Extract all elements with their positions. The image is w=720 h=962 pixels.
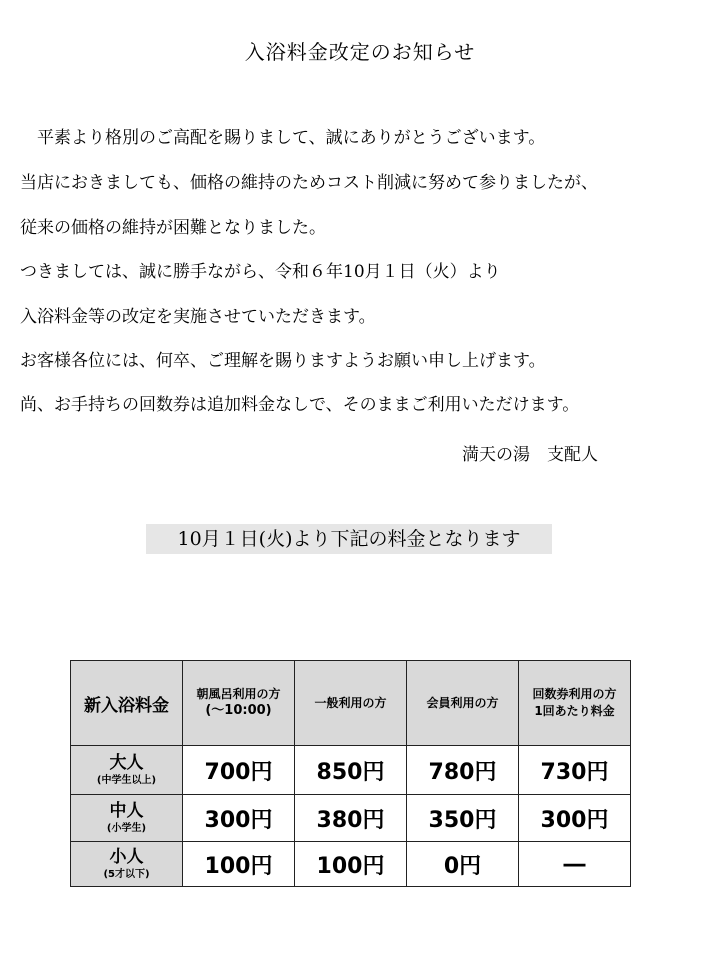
price-cell: 100円: [295, 842, 407, 887]
column-header-general: [295, 661, 407, 746]
column-header-coupon: [519, 661, 631, 746]
body-line: 尚、お手持ちの回数券は追加料金なしで、そのままご利用いただけます。: [20, 395, 580, 415]
column-header-line: 1回あたり料金: [534, 704, 615, 718]
price-cell: 300円: [183, 795, 295, 842]
column-header-member: [407, 661, 519, 746]
signature: 満天の湯 支配人: [462, 445, 598, 465]
body-line: 平素より格別のご高配を賜りまして、誠にありがとうございます。: [20, 128, 546, 148]
row-label: 小人: [109, 847, 144, 868]
body-line: 当店におきましても、価格の維持のためコスト削減に努めて参りましたが、: [20, 173, 598, 193]
row-header-middle: [71, 795, 183, 842]
page-title: 入浴料金改定のお知らせ: [244, 40, 476, 64]
table-header-row: [71, 661, 631, 746]
price-cell: 300円: [519, 795, 631, 842]
row-header-child: [71, 842, 183, 887]
fee-table: [70, 660, 631, 887]
body-line: 入浴料金等の改定を実施させていただきます。: [20, 307, 376, 327]
column-header-morning: [183, 661, 295, 746]
column-header-line: 一般利用の方: [314, 695, 387, 710]
body-line: つきましては、誠に勝手ながら、令和６年10月１日（火）より: [20, 262, 501, 282]
body-line: お客様各位には、何卒、ご理解を賜りますようお願い申し上げます。: [20, 351, 546, 371]
price-cell: 380円: [295, 795, 407, 842]
table-corner-label: 新入浴料金: [71, 661, 183, 746]
row-label: 中人: [109, 801, 144, 822]
table-row: [71, 746, 631, 795]
table-row: [71, 795, 631, 842]
column-header-line: 会員利用の方: [426, 695, 499, 710]
body-line: 従来の価格の維持が困難となりました。: [20, 218, 326, 238]
row-sublabel: (中学生以上): [96, 774, 157, 786]
price-cell: 850円: [295, 746, 407, 795]
column-header-line: (～10:00): [205, 703, 272, 719]
table-row: [71, 842, 631, 887]
price-cell: 0円: [407, 842, 519, 887]
price-cell: 780円: [407, 746, 519, 795]
row-label: 大人: [109, 753, 144, 774]
price-cell: 350円: [407, 795, 519, 842]
price-cell: ―: [519, 842, 631, 887]
price-cell: 700円: [183, 746, 295, 795]
row-sublabel: (5才以下): [103, 868, 150, 880]
effective-date-notice: 10月１日(火)より下記の料金となります: [146, 524, 552, 554]
column-header-line: 回数券利用の方: [532, 687, 617, 702]
column-header-line: 朝風呂利用の方: [196, 686, 281, 701]
row-sublabel: (小学生): [106, 822, 147, 834]
row-header-adult: [71, 746, 183, 795]
price-cell: 730円: [519, 746, 631, 795]
price-cell: 100円: [183, 842, 295, 887]
